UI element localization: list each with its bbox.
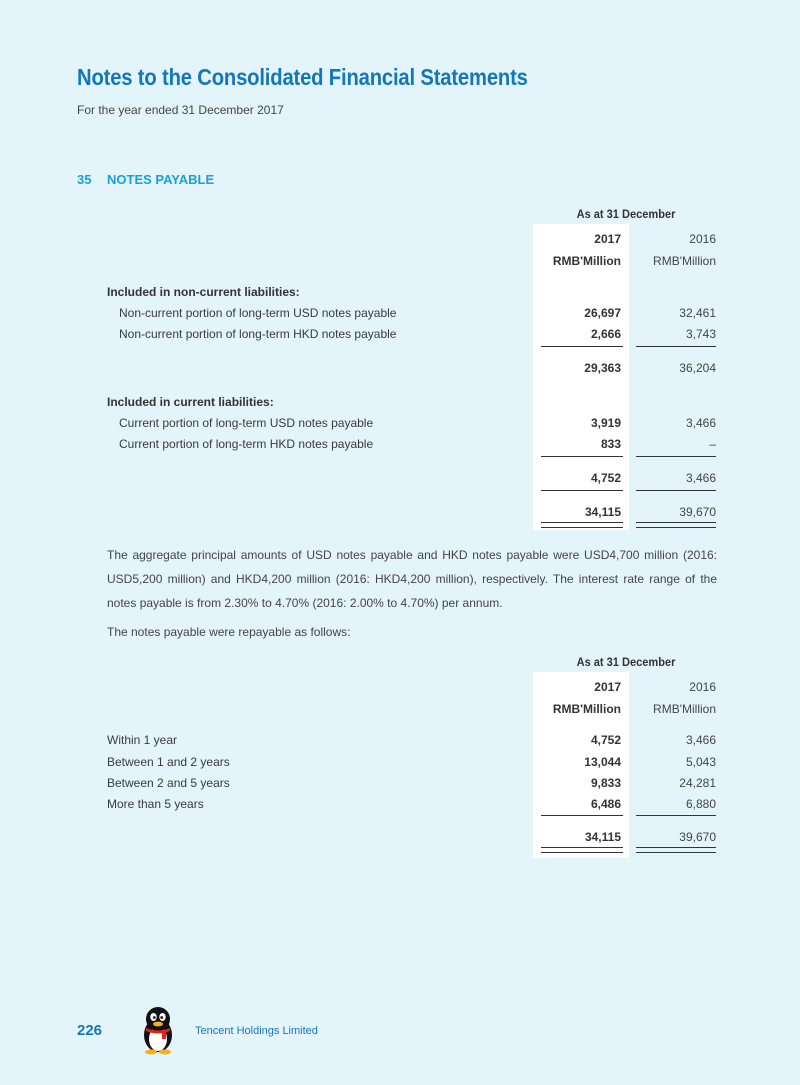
col-2016-header: 2016 — [689, 232, 716, 246]
col-2016-header: 2016 — [689, 680, 716, 694]
table-row — [0, 327, 800, 345]
value-2016: 3,743 — [685, 327, 716, 341]
table-row — [0, 755, 800, 773]
subtotal-rule — [541, 815, 623, 816]
total-2017: 4,752 — [590, 471, 621, 485]
value-2017: 9,833 — [590, 776, 621, 790]
table1-unit-row — [0, 254, 800, 272]
page-subtitle: For the year ended 31 December 2017 — [77, 103, 284, 117]
unit-2017: RMB'Million — [552, 702, 621, 716]
grand-total-2016: 39,670 — [679, 505, 716, 519]
table2-group-header: As at 31 December — [576, 655, 676, 669]
page-number: 226 — [77, 1022, 103, 1039]
table-row — [0, 776, 800, 794]
page-title: Notes to the Consolidated Financial Statements — [77, 64, 528, 90]
row-label: Current portion of long-term USD notes payable — [119, 416, 374, 430]
company-name: Tencent Holdings Limited — [195, 1025, 318, 1037]
subtotal-rule — [541, 346, 623, 347]
value-2016: – — [709, 437, 716, 451]
current-header: Included in current liabilities: — [107, 395, 274, 409]
value-2017: 2,666 — [590, 327, 621, 341]
table1-group-header: As at 31 December — [576, 207, 676, 221]
table-row — [0, 733, 800, 751]
value-2016: 32,461 — [679, 306, 716, 320]
value-2016: 5,043 — [685, 755, 716, 769]
noncurrent-header-row — [0, 285, 800, 303]
subtotal-rule — [636, 456, 716, 457]
table-row — [0, 437, 800, 455]
section-number: 35 — [77, 172, 92, 187]
table-row — [0, 797, 800, 815]
table1-year-row — [0, 232, 800, 250]
value-2017: 833 — [600, 437, 621, 451]
subtotal-rule — [636, 815, 716, 816]
unit-2016: RMB'Million — [653, 702, 716, 716]
double-rule — [541, 847, 623, 853]
body-paragraph: The aggregate principal amounts of USD notes payable and HKD notes payable were USD4,700 million (2016: USD5,200 million) and HKD4,200 million (2016: HKD4,200 million), respectively. The interest rate range of the notes payable is from 2.30% to 4.70% (2016: 2.00% to 4.70%) per annum. — [107, 548, 717, 610]
unit-2016: RMB'Million — [653, 254, 716, 268]
total-2017: 29,363 — [584, 361, 621, 375]
current-header-row — [0, 395, 800, 413]
value-2016: 3,466 — [685, 733, 716, 747]
table-row — [0, 306, 800, 324]
value-2016: 3,466 — [685, 416, 716, 430]
total-2016: 36,204 — [679, 361, 716, 375]
value-2017: 6,486 — [590, 797, 621, 811]
subtotal-rule — [541, 456, 623, 457]
row-label: More than 5 years — [107, 797, 204, 811]
noncurrent-header: Included in non-current liabilities: — [107, 285, 300, 299]
value-2016: 6,880 — [685, 797, 716, 811]
noncurrent-total-row — [0, 361, 800, 379]
col-2017-header: 2017 — [594, 680, 621, 694]
penguin-mascot-icon — [138, 1005, 178, 1055]
double-rule — [636, 522, 716, 528]
value-2017: 4,752 — [590, 733, 621, 747]
body-paragraph: The notes payable were repayable as follows: — [107, 625, 351, 639]
row-label: Between 1 and 2 years — [107, 755, 230, 769]
row-label: Current portion of long-term HKD notes payable — [119, 437, 374, 451]
total-2016: 39,670 — [679, 830, 716, 844]
table2-year-row — [0, 680, 800, 698]
value-2017: 13,044 — [584, 755, 621, 769]
col-2017-header: 2017 — [594, 232, 621, 246]
current-total-row — [0, 471, 800, 489]
subtotal-rule — [541, 490, 623, 491]
value-2017: 26,697 — [584, 306, 621, 320]
table-row — [0, 416, 800, 434]
table2-unit-row — [0, 702, 800, 720]
row-label: Within 1 year — [107, 733, 178, 747]
total-2017: 34,115 — [584, 830, 621, 844]
grand-total-row — [0, 505, 800, 523]
section-title: NOTES PAYABLE — [107, 172, 215, 187]
section-heading — [77, 172, 214, 187]
unit-2017: RMB'Million — [552, 254, 621, 268]
subtotal-rule — [636, 346, 716, 347]
double-rule — [636, 847, 716, 853]
value-2016: 24,281 — [679, 776, 716, 790]
value-2017: 3,919 — [590, 416, 621, 430]
row-label: Non-current portion of long-term HKD notes payable — [119, 327, 397, 341]
table2-total-row — [0, 830, 800, 848]
subtotal-rule — [636, 490, 716, 491]
row-label: Non-current portion of long-term USD notes payable — [119, 306, 397, 320]
row-label: Between 2 and 5 years — [107, 776, 230, 790]
grand-total-2017: 34,115 — [584, 505, 621, 519]
total-2016: 3,466 — [685, 471, 716, 485]
double-rule — [541, 522, 623, 528]
